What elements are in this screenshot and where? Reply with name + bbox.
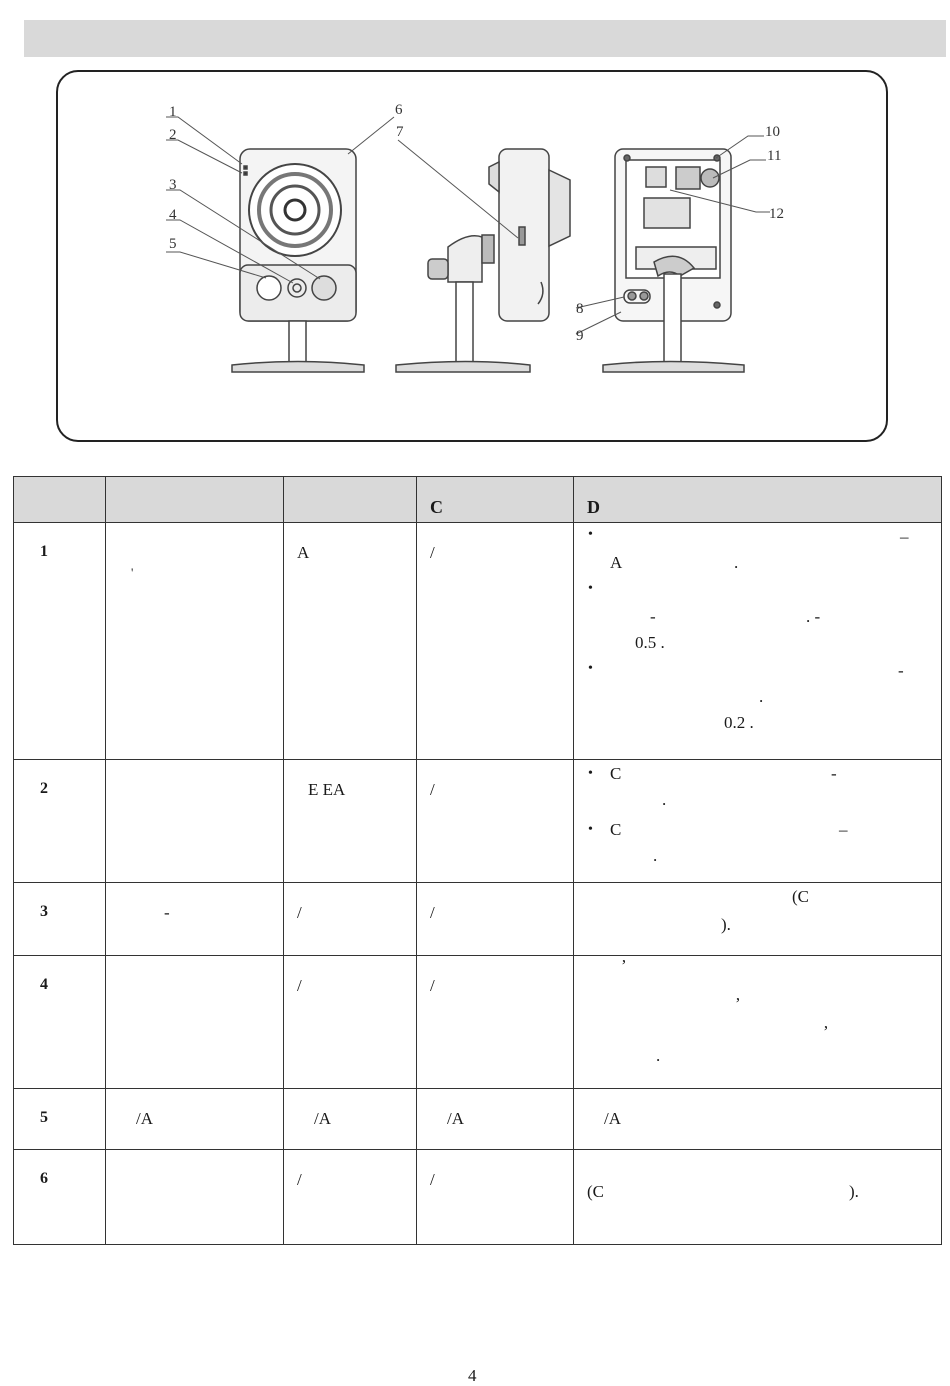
callout-9: 9 (576, 328, 584, 344)
callout-12: 12 (769, 206, 784, 222)
row-col4: /A (417, 1089, 574, 1150)
callout-7: 7 (396, 124, 404, 140)
back-view (603, 149, 744, 372)
row-col3: /A (284, 1089, 417, 1150)
camera-diagram-frame (56, 70, 888, 442)
table-header-row (14, 477, 942, 523)
row-col5: /A (574, 1089, 942, 1150)
row-col5: • C - . • C – . (574, 760, 942, 883)
header-cell-5: D (574, 477, 942, 523)
header-cell-1 (14, 477, 106, 523)
callout-2: 2 (169, 127, 177, 143)
row-col3: / (284, 956, 417, 1089)
table-row (14, 523, 942, 760)
spec-table (13, 476, 942, 1245)
row-col4: / (417, 956, 574, 1089)
callout-1: 1 (169, 104, 177, 120)
row-col2: - (106, 883, 284, 956)
row-col3: / (284, 1150, 417, 1245)
callout-3: 3 (169, 177, 177, 193)
header-cell-4: C (417, 477, 574, 523)
bullet-icon: • (588, 527, 593, 542)
row-col4: / (417, 883, 574, 956)
row-col5: ’ ’ ’ . (574, 956, 942, 1089)
callout-6: 6 (395, 102, 403, 118)
row-col5: • – A . • - . - 0.5 . • - . 0.2 . (574, 523, 942, 760)
callout-11: 11 (767, 148, 782, 164)
table-row (14, 1150, 942, 1245)
row-col3: / (284, 883, 417, 956)
row-number: 4 (14, 956, 106, 1089)
row-col2: ' (106, 523, 284, 760)
table-row (14, 1089, 942, 1150)
row-col4: / (417, 523, 574, 760)
row-col2 (106, 1150, 284, 1245)
row-col2 (106, 760, 284, 883)
row-col3: A (284, 523, 417, 760)
row-number: 5 (14, 1089, 106, 1150)
row-col5: (C ). (574, 883, 942, 956)
row-number: 3 (14, 883, 106, 956)
bullet-icon: • (588, 581, 593, 596)
header-cell-2 (106, 477, 284, 523)
row-col5: (C ). (574, 1150, 942, 1245)
row-number: 1 (14, 523, 106, 760)
callout-4: 4 (169, 207, 177, 223)
callout-10: 10 (765, 124, 780, 140)
row-number: 2 (14, 760, 106, 883)
row-col2: /A (106, 1089, 284, 1150)
row-col4: / (417, 1150, 574, 1245)
callout-5: 5 (169, 236, 177, 252)
row-col2 (106, 956, 284, 1089)
header-cell-3 (284, 477, 417, 523)
side-view (396, 149, 570, 372)
bullet-icon: • (588, 661, 593, 676)
bullet-icon: • (588, 766, 593, 781)
table-row (14, 883, 942, 956)
row-col4: / (417, 760, 574, 883)
table-row (14, 760, 942, 883)
bullet-icon: • (588, 822, 593, 837)
row-number: 6 (14, 1150, 106, 1245)
page-number: 4 (468, 1366, 477, 1385)
section-header-bar (24, 20, 946, 57)
row-col3: E EA (284, 760, 417, 883)
table-row (14, 956, 942, 1089)
camera-diagram (58, 72, 886, 440)
callout-8: 8 (576, 301, 584, 317)
